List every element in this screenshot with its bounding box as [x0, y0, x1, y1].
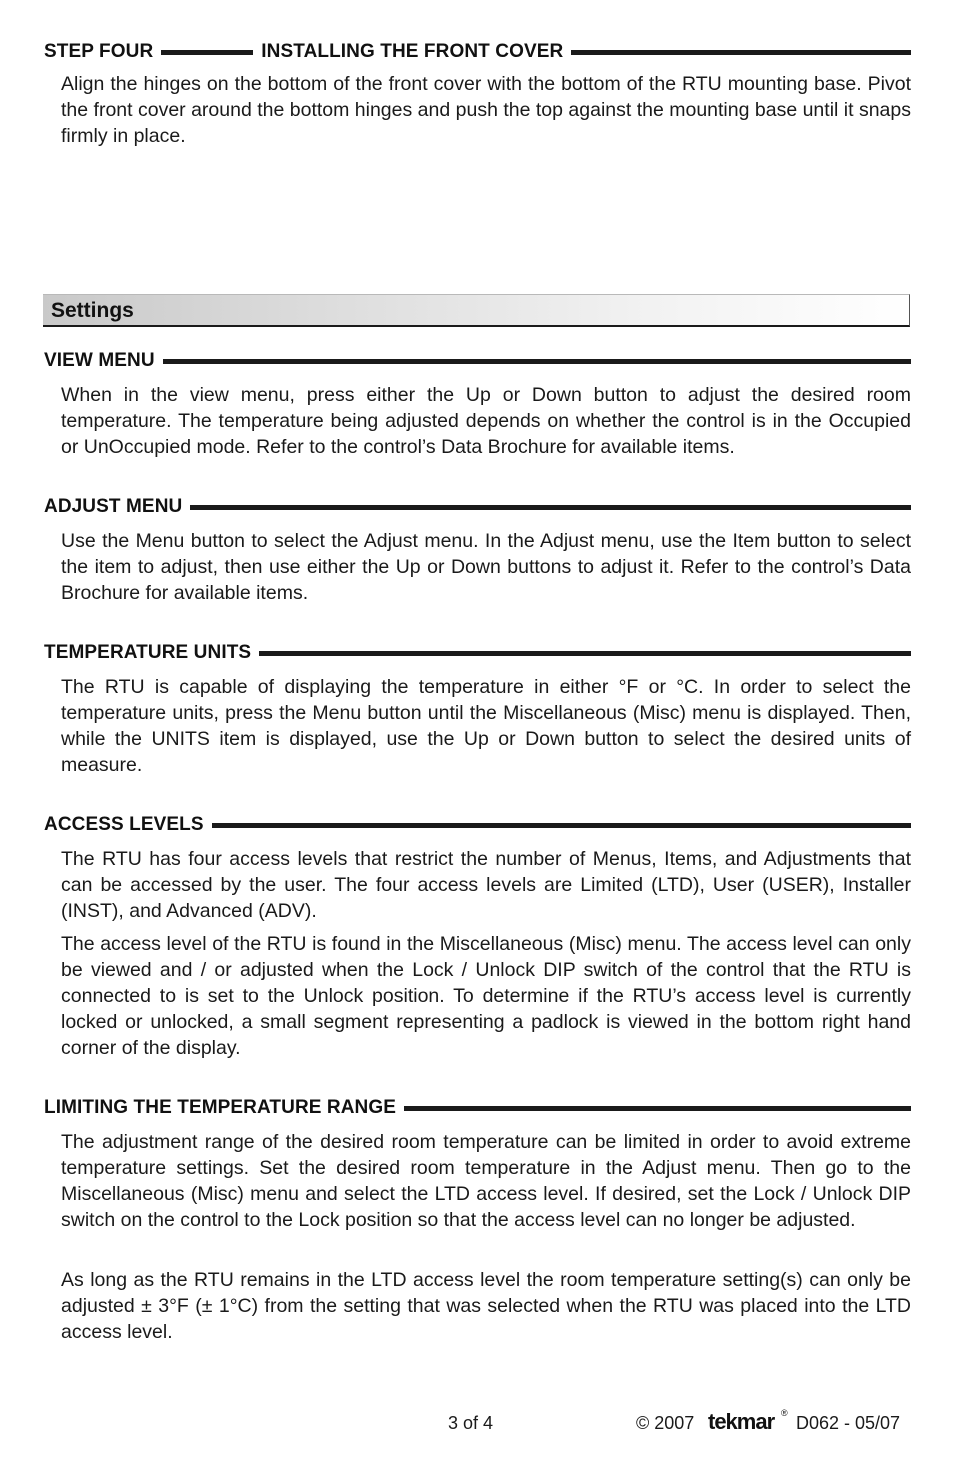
access-levels-heading	[44, 815, 911, 835]
temperature-units-title: TEMPERATURE UNITS	[44, 642, 252, 663]
document-code: D062 - 05/07	[796, 1413, 901, 1433]
tekmar-logo: tekmar	[708, 1409, 775, 1434]
limiting-title: LIMITING THE TEMPERATURE RANGE	[44, 1097, 397, 1118]
view-menu-title: VIEW MENU	[44, 350, 155, 371]
view-menu-heading	[44, 351, 911, 371]
copyright-text: © 2007	[636, 1413, 695, 1433]
view-menu-text: When in the view menu, press either the Up or Down button to adjust the desired room temperature. The temperature being adjusted depends on whether the control is in the Occupied or UnOccupied mode. Refer to the control’s Data Brochure for available items.	[61, 384, 911, 458]
settings-title: Settings	[51, 299, 134, 322]
heading-rule	[161, 50, 253, 55]
heading-rule	[190, 505, 911, 510]
step-four-heading	[44, 42, 911, 62]
limiting-text-2: As long as the RTU remains in the LTD access level the room temperature setting(s) can only be adjusted ± 3°F (± 1°C) from the setting that was selected when the RTU was placed into the LTD access level.	[61, 1269, 911, 1343]
limiting-text-1: The adjustment range of the desired room temperature can be limited in order to avoid extreme temperature settings. Set the desired room temperature in the Adjust menu. Then go to the Miscellaneous (Misc) menu and select the LTD access level. If desired, set the Lock / Unlock DIP switch on the control to the Lock position so that the access level can no longer be adjusted.	[61, 1131, 911, 1231]
heading-rule	[259, 651, 911, 656]
heading-rule	[212, 823, 911, 828]
limiting-heading	[44, 1098, 911, 1118]
heading-rule	[404, 1106, 911, 1111]
settings-section-bar	[43, 294, 910, 327]
adjust-menu-text: Use the Menu button to select the Adjust menu. In the Adjust menu, use the Item button to select the item to adjust, then use either the Up or Down buttons to adjust it. Refer to the control’s Data Brochure for available items.	[61, 530, 911, 604]
adjust-menu-title: ADJUST MENU	[44, 496, 183, 517]
step-four-title: INSTALLING THE FRONT COVER	[261, 41, 564, 62]
access-levels-title: ACCESS LEVELS	[44, 814, 204, 835]
access-levels-text-1: The RTU has four access levels that restrict the number of Menus, Items, and Adjustments that can be accessed by the user. The four access levels are Limited (LTD), User (USER), Installer (INST), and Advanced (ADV).	[61, 848, 911, 922]
temperature-units-text: The RTU is capable of displaying the temperature in either °F or °C. In order to select the temperature units, press the Menu button until the Miscellaneous (Misc) menu is displayed. Then, while the UNITS item is displayed, use the Up or Down button to select the desired units of measure.	[61, 676, 911, 776]
heading-rule	[571, 50, 911, 55]
heading-rule	[163, 359, 911, 364]
access-levels-text-2: The access level of the RTU is found in the Miscellaneous (Misc) menu. The access level can only be viewed and / or adjusted when the Lock / Unlock DIP switch of the control that the RTU is connected to is set to the Unlock position. To determine if the RTU’s access level is currently locked or unlocked, a small segment representing a padlock is viewed in the bottom right hand corner of the display.	[61, 933, 911, 1059]
temperature-units-heading	[44, 643, 911, 663]
step-four-label: STEP FOUR	[44, 41, 154, 62]
page-number: 3 of 4	[448, 1413, 494, 1433]
adjust-menu-heading	[44, 497, 911, 517]
registered-mark: ®	[781, 1408, 788, 1418]
step-four-text: Align the hinges on the bottom of the front cover with the bottom of the RTU mounting base. Pivot the front cover around the bottom hinges and push the top against the mounting base until it snaps firmly in place.	[61, 73, 911, 147]
